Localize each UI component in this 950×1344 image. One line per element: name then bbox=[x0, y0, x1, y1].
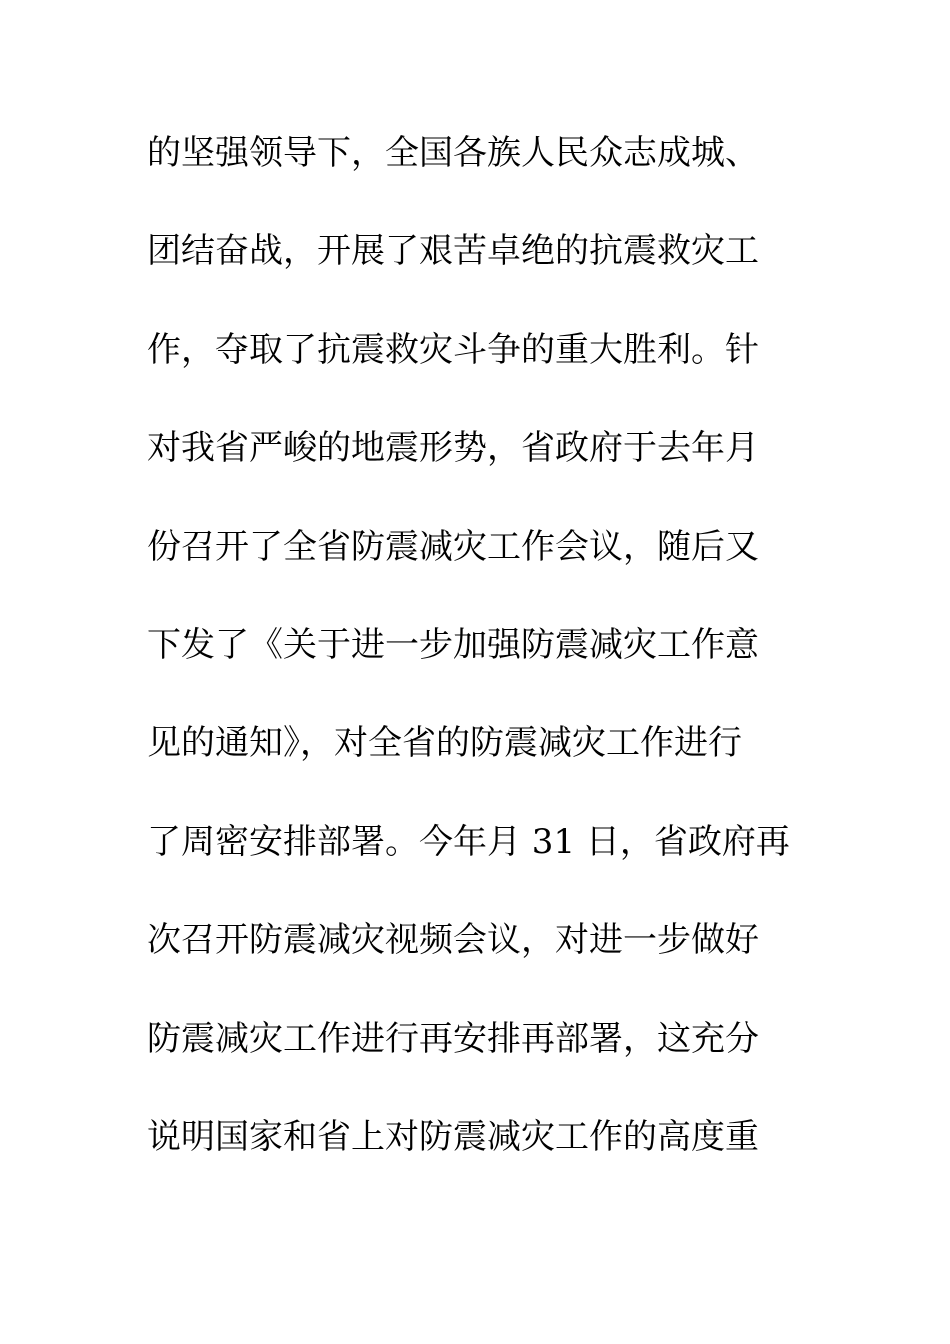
text-line-2: 团结奋战，开展了艰苦卓绝的抗震救灾工 bbox=[147, 231, 759, 272]
text-line-5: 份召开了全省防震减灾工作会议，随后又 bbox=[147, 526, 759, 567]
text-line-10: 防震减灾工作进行再安排再部署，这充分 bbox=[147, 1018, 759, 1059]
text-line-7: 见的通知》，对全省的防震减灾工作进行 bbox=[147, 723, 742, 764]
text-line-1: 的坚强领导下，全国各族人民众志成城、 bbox=[147, 133, 759, 173]
text-line-8: 了周密安排部署。今年月 31 日，省政府再 bbox=[147, 821, 790, 862]
text-line-6: 下发了《关于进一步加强防震减灾工作意 bbox=[147, 624, 759, 665]
text-line-9: 次召开防震减灾视频会议，对进一步做好 bbox=[147, 920, 759, 961]
text-line-11: 说明国家和省上对防震减灾工作的高度重 bbox=[147, 1116, 759, 1157]
text-line-3: 作，夺取了抗震救灾斗争的重大胜利。针 bbox=[147, 329, 759, 370]
text-line-4: 对我省严峻的地震形势，省政府于去年月 bbox=[147, 428, 759, 469]
body-text bbox=[147, 124, 827, 1206]
